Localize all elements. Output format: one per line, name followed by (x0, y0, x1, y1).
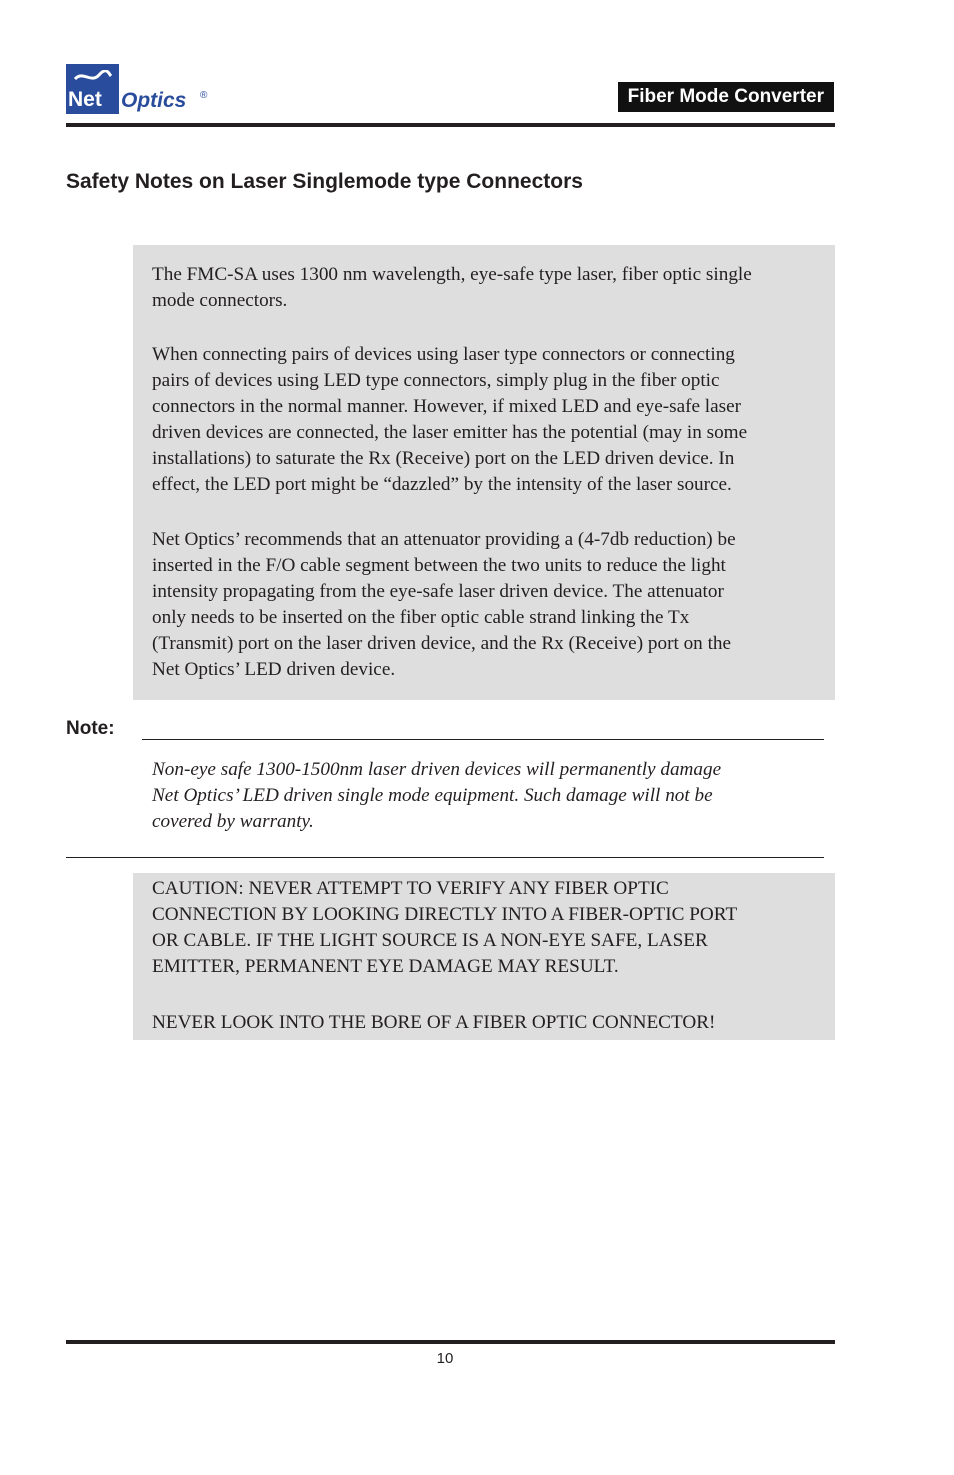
info-paragraph: Net Optics’ recommends that an attenuator providing a (4-7db reduction) be inserted in the F/O cable segment between the two units to reduce the light intensity propagating from the eye-safe laser driven device. The attenuator only needs to be inserted on the fiber optic cable strand linking the Tx (Transmit) port on the laser driven device, and the Rx (Receive) port on the Net Optics’ LED driven device. (152, 529, 736, 680)
registered-mark: ® (200, 90, 208, 101)
logo-wordmark-optics: Optics (121, 89, 187, 112)
logo-wordmark-net: Net (68, 88, 102, 111)
caution-paragraph: NEVER LOOK INTO THE BORE OF A FIBER OPTIC CONNECTOR! (152, 1012, 716, 1033)
info-paragraph: When connecting pairs of devices using laser type connectors or connecting pairs of devices using LED type connectors, simply plug in the fiber optic connectors in the normal manner. However, if mixed LED and eye-safe laser driven devices are connected, the laser emitter has the potential (may in some installations) to saturate the Rx (Receive) port on the LED driven device. In effect, the LED port might be “dazzled” by the intensity of the laser source. (152, 344, 748, 495)
header-title-badge: Fiber Mode Converter (618, 82, 834, 112)
logo-mark (66, 64, 119, 114)
wave-icon (73, 70, 113, 84)
caution-paragraph: CAUTION: NEVER ATTEMPT TO VERIFY ANY FIBER OPTIC CONNECTION BY LOOKING DIRECTLY INTO A FIBER-OPTIC PORT OR CABLE. IF THE LIGHT SOURCE IS A NON-EYE SAFE, LASER EMITTER, PERMANENT EYE DAMAGE MAY RESULT. (152, 878, 738, 977)
note-divider (142, 739, 824, 740)
note-bottom-divider (66, 857, 824, 858)
note-text: Non-eye safe 1300-1500nm laser driven devices will permanently damage Net Optics’ LED driven single mode equipment. Such damage will not be covered by warranty. (152, 759, 722, 832)
caution-box (133, 873, 835, 1040)
page-number: 10 (436, 1350, 454, 1367)
header-rule (66, 123, 835, 127)
section-title: Safety Notes on Laser Singlemode type Connectors (66, 170, 583, 193)
footer-rule (66, 1340, 835, 1344)
info-box (133, 245, 835, 700)
note-label: Note: (66, 718, 115, 739)
info-paragraph: The FMC-SA uses 1300 nm wavelength, eye-safe type laser, fiber optic single mode connectors. (152, 264, 752, 311)
net-optics-logo (66, 64, 246, 114)
